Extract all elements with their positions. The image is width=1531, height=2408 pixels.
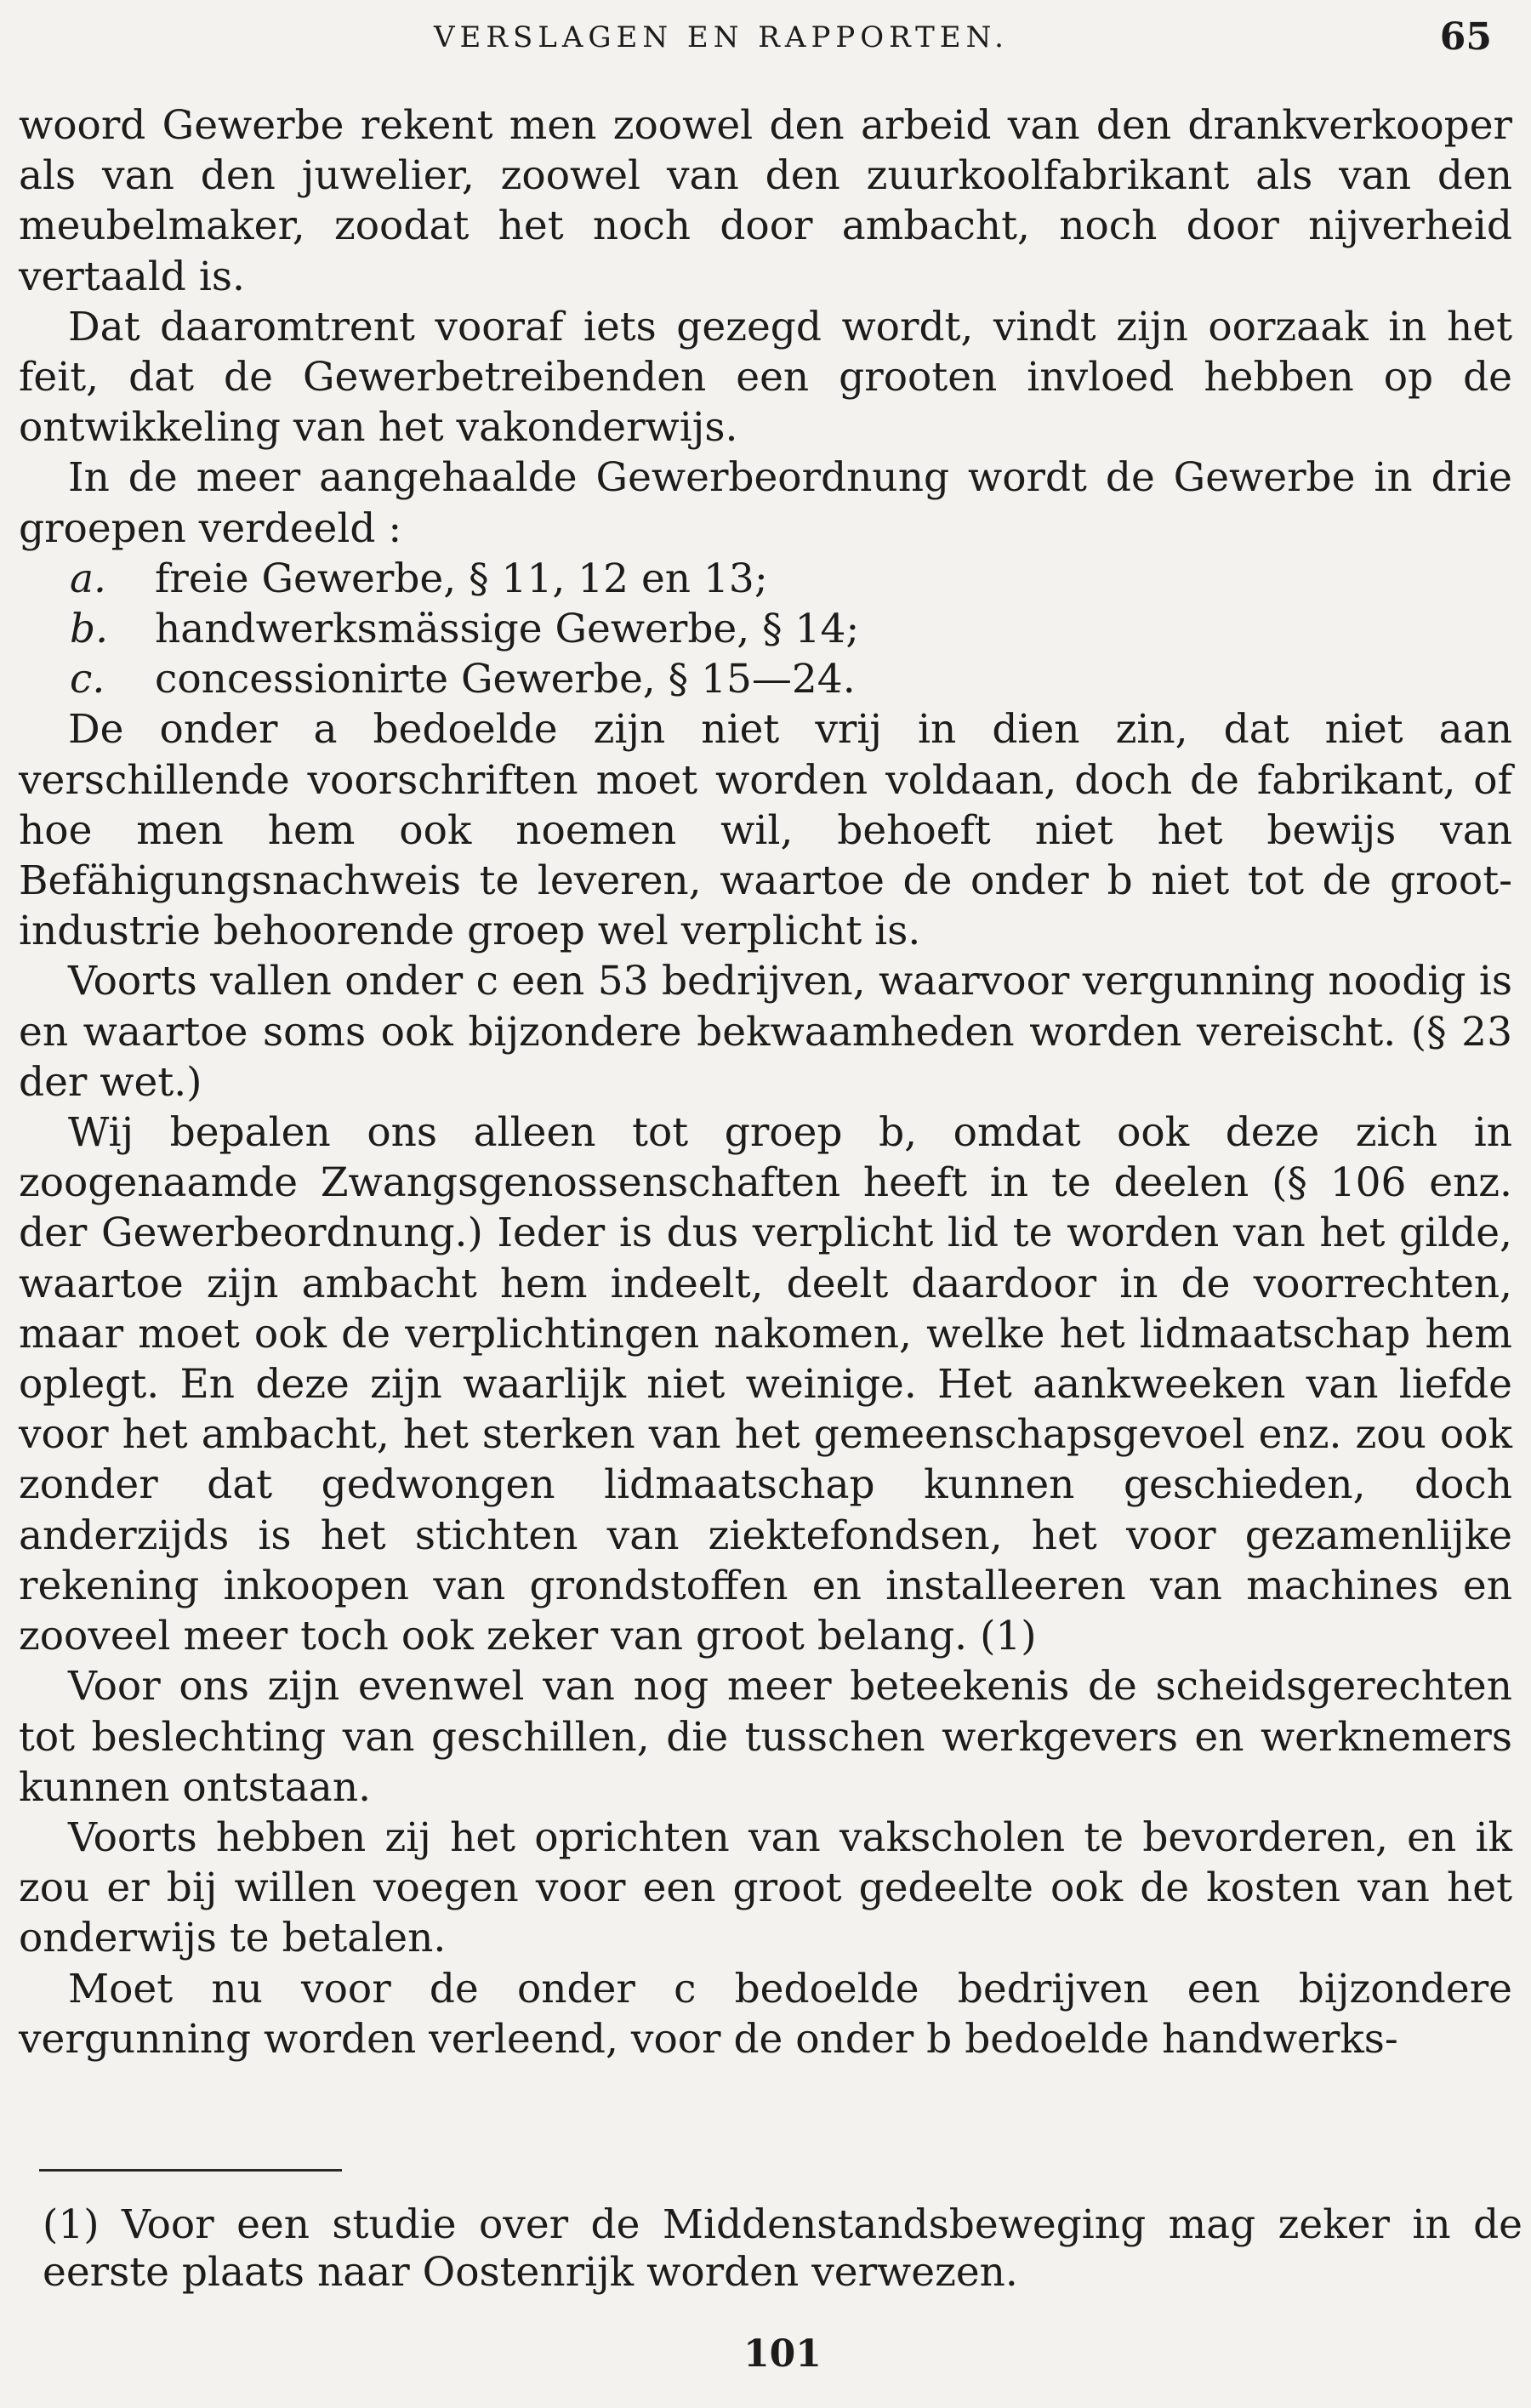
list-marker: b. <box>70 606 109 653</box>
list-item-text: concessionirte Gewerbe, § 15—24. <box>155 656 856 703</box>
footnote-divider <box>39 2169 342 2172</box>
paragraph: Voorts vallen onder c een 53 bedrijven, waarvoor vergunning noodig is en waartoe soms ook bijzondere bekwaamheden worden vereischt. (§ 23 der wet.) <box>19 958 1512 1106</box>
paragraph: Voor ons zijn evenwel van nog meer beteekenis de scheidsgerechten tot beslechting van geschillen, die tusschen werkgevers en werknemers kunnen ontstaan. <box>19 1663 1512 1811</box>
list-item <box>19 654 1512 704</box>
list-marker: c. <box>70 656 105 703</box>
paragraph: Moet nu voor de onder c bedoelde bedrijven een bijzondere vergunning worden verleend, voor de onder b bedoelde handwerks- <box>19 1965 1512 2063</box>
page-number: 65 <box>1439 15 1492 59</box>
paragraph: De onder a bedoelde zijn niet vrij in dien zin, dat niet aan verschillende voorschriften moet worden voldaan, doch de fabrikant, of hoe men hem ook noemen wil, behoeft niet het bewijs van Befähigungsnachweis te leveren, waartoe de onder b niet tot de groot-industrie behoorende groep wel verplicht is. <box>19 706 1512 955</box>
list-marker: a. <box>70 555 106 602</box>
paragraph: Dat daaromtrent vooraf iets gezegd wordt, vindt zijn oorzaak in het feit, dat de Gewerbetreibenden een grooten invloed hebben op de ontwikkeling van het vakonderwijs. <box>19 303 1512 452</box>
header-title: VERSLAGEN EN RAPPORTEN. <box>434 20 1009 54</box>
list-item-text: handwerksmässige Gewerbe, § 14; <box>155 606 860 653</box>
paragraph: Wij bepalen ons alleen tot groep b, omdat ook deze zich in zoogenaamde Zwangsgenossenschaften heeft in te deelen (§ 106 enz. der Gewerbeordnung.) Ieder is dus verplicht lid te worden van het gilde, waartoe zijn ambacht hem indeelt, deelt daardoor in de voorrechten, maar moet ook de verplichtingen nakomen, welke het lidmaatschap hem oplegt. En deze zijn waarlijk niet weinige. Het aankweeken van liefde voor het ambacht, het sterken van het gemeenschapsgevoel enz. zou ook zonder dat gedwongen lidmaatschap kunnen geschieden, doch anderzijds is het stichten van ziektefondsen, het voor gezamenlijke rekening inkoopen van grondstoffen en installeeren van machines en zooveel meer toch ook zeker van groot belang. (1) <box>19 1109 1512 1660</box>
list-item <box>19 604 1512 654</box>
footnote: (1) Voor een studie over de Middenstandsbeweging mag zeker in de eerste plaats naar Oostenrijk worden verwezen. <box>43 2201 1522 2296</box>
list-item-text: freie Gewerbe, § 11, 12 en 13; <box>155 555 768 602</box>
paragraph: In de meer aangehaalde Gewerbeordnung wordt de Gewerbe in drie groepen verdeeld : <box>19 454 1512 552</box>
paragraph: Voorts hebben zij het oprichten van vakscholen te bevorderen, en ik zou er bij willen voegen voor een groot gedeelte ook de kosten van het onderwijs te betalen. <box>19 1813 1512 1962</box>
signature-mark: 101 <box>743 2332 822 2376</box>
body-text <box>19 100 1512 2064</box>
running-head <box>0 15 1531 66</box>
paragraph: woord Gewerbe rekent men zoowel den arbeid van den drankverkooper als van den juwelier, zoowel van den zuurkoolfabrikant als van den meubelmaker, zoodat het noch door ambacht, noch door nijverheid vertaald is. <box>19 102 1512 300</box>
list-item <box>19 554 1512 604</box>
